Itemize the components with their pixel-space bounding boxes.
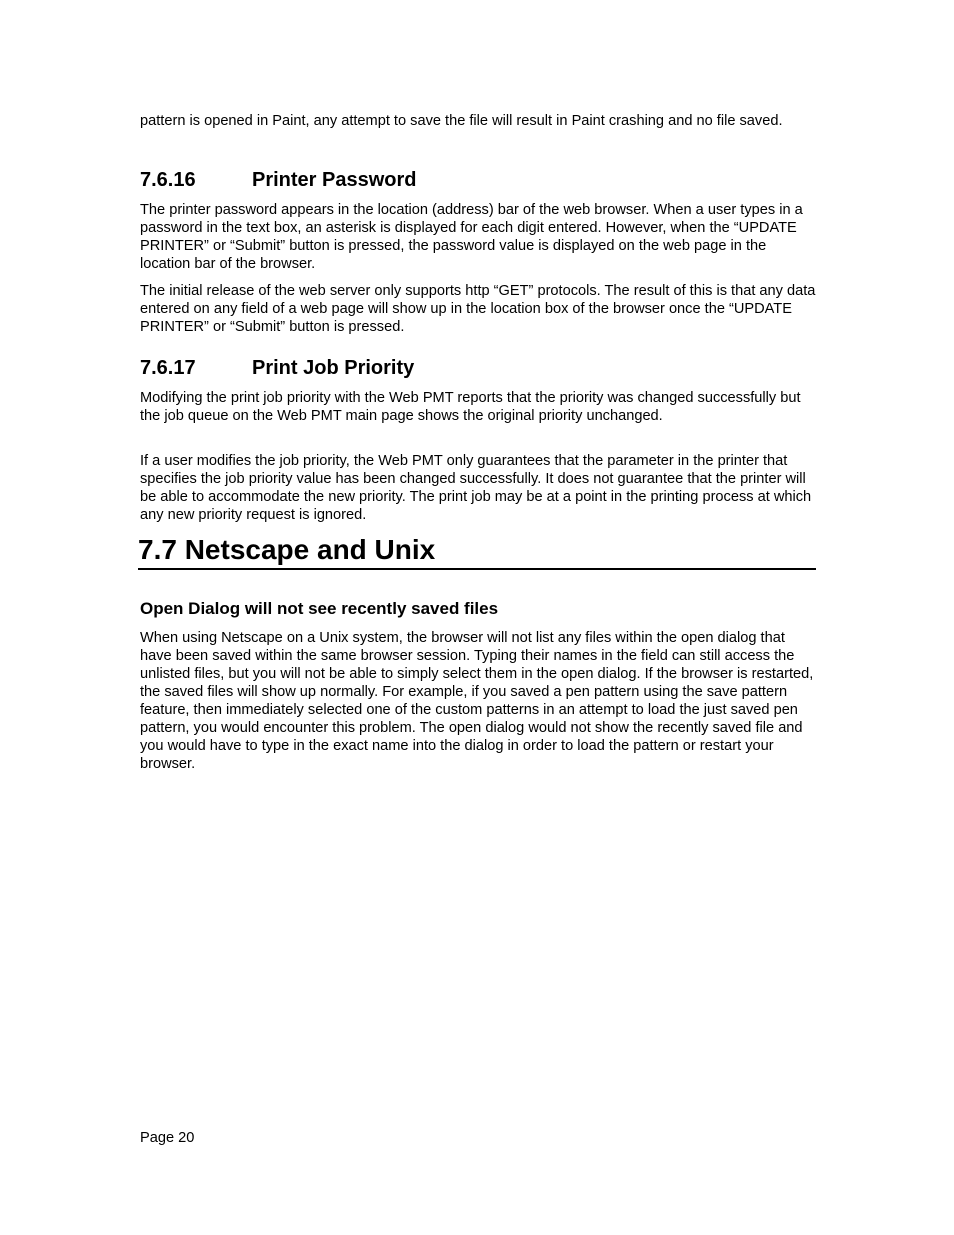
- section-title: Printer Password: [252, 169, 417, 191]
- page-number: Page 20: [140, 1130, 195, 1146]
- section-heading-printer-password: [140, 168, 417, 192]
- print-job-priority-paragraph-1: Modifying the print job priority with the Web PMT reports that the priority was changed successfully but the job queue on the Web PMT main page shows the original priority unchanged.: [140, 390, 801, 424]
- printer-password-paragraph-1: The printer password appears in the location (address) bar of the web browser. When a user types in a password in the text box, an asterisk is displayed for each digit entered. However, when the “UPDATE PRINTER” or “Submit” button is pressed, the password value is displayed on the web page in the location bar of the browser.: [140, 202, 803, 272]
- printer-password-paragraph-2: The initial release of the web server only supports http “GET” protocols. The result of this is that any data entered on any field of a web page will show up in the location box of the browser once the “UPDATE PRINTER” or “Submit” button is pressed.: [140, 283, 816, 335]
- section-title: Print Job Priority: [252, 357, 415, 379]
- print-job-priority-paragraph-2: If a user modifies the job priority, the Web PMT only guarantees that the parameter in the printer that specifies the job priority value has been changed successfully. It does not guarantee that the printer will be able to accommodate the new priority. The print job may be at a point in the printing process at which any new priority request is ignored.: [140, 453, 812, 523]
- chapter-heading-netscape-unix: 7.7 Netscape and Unix: [138, 534, 816, 570]
- subheading-open-dialog: Open Dialog will not see recently saved files: [140, 599, 499, 618]
- section-heading-print-job-priority: [140, 356, 414, 380]
- netscape-unix-paragraph: When using Netscape on a Unix system, the browser will not list any files within the open dialog that have been saved within the same browser session. Typing their names in the field can still access the unlisted files, but you will not be able to simply select them in the open dialog. If the browser is restarted, the saved files will show up normally. For example, if you saved a pen pattern using the save pattern feature, then immediately selected one of the custom patterns in an attempt to load the just saved pen pattern, you would encounter this problem. The open dialog would not show the recently saved file and you would have to type in the exact name into the dialog in order to load the pattern or restart your browser.: [140, 630, 814, 772]
- section-number: 7.6.17: [140, 357, 196, 379]
- section-number: 7.6.16: [140, 169, 196, 191]
- intro-paragraph: pattern is opened in Paint, any attempt to save the file will result in Paint crashing and no file saved.: [140, 113, 783, 129]
